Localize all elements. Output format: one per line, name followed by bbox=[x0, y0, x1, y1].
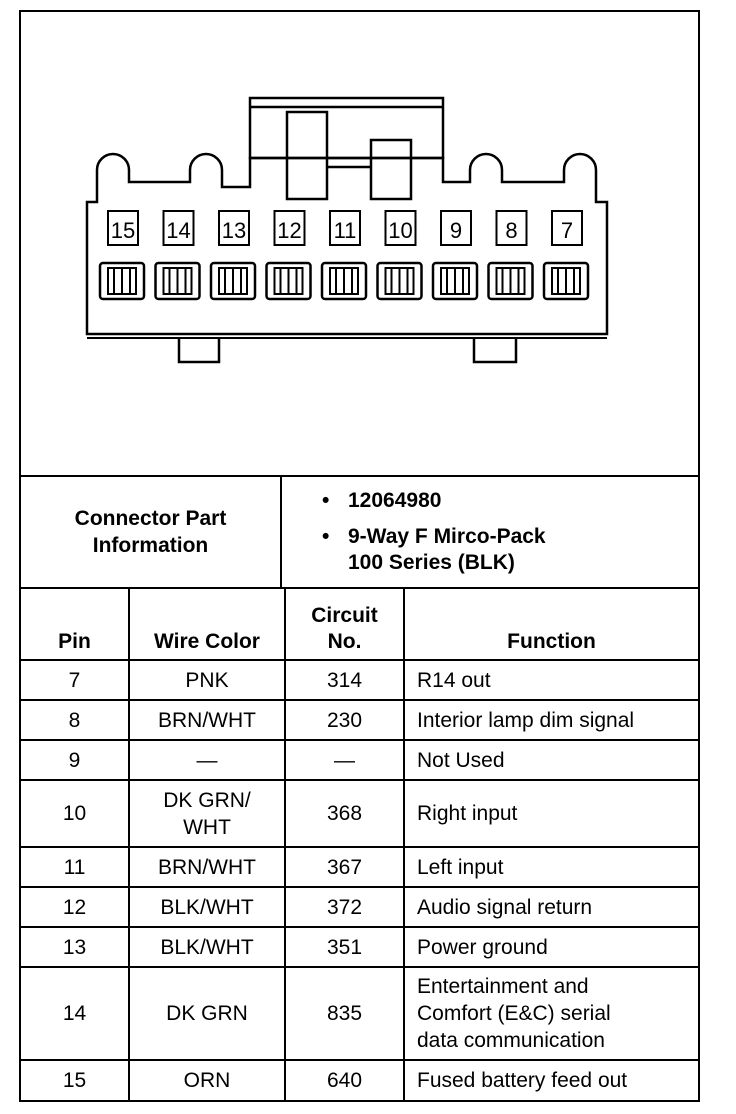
pin-label-9 bbox=[441, 211, 471, 245]
pin-label-12 bbox=[275, 211, 305, 245]
pin-label-8 bbox=[497, 211, 527, 245]
pinout-row-pin-11 bbox=[21, 847, 698, 887]
pin-label-text: 9 bbox=[449, 218, 463, 243]
pin-function: Right input bbox=[404, 780, 698, 847]
pin-number: 11 bbox=[21, 847, 129, 887]
pin-number: 14 bbox=[21, 967, 129, 1060]
pin-label-text: 8 bbox=[505, 218, 518, 243]
connector-part-info bbox=[21, 475, 698, 589]
terminal-cavity bbox=[156, 263, 200, 299]
header-pin: Pin bbox=[21, 588, 129, 660]
terminal-cavity bbox=[100, 263, 144, 299]
header-circuit-line1: Circuit bbox=[311, 604, 378, 627]
circuit-number: 368 bbox=[285, 780, 404, 847]
circuit-number: 351 bbox=[285, 927, 404, 967]
part-description-line2: 100 Series (BLK) bbox=[348, 551, 515, 574]
wire-color: ORN bbox=[129, 1060, 285, 1100]
circuit-number: 230 bbox=[285, 700, 404, 740]
pinout-row-pin-10 bbox=[21, 780, 698, 847]
pin-number: 7 bbox=[21, 660, 129, 700]
wire-color: — bbox=[129, 740, 285, 780]
terminal-cavity bbox=[267, 263, 311, 299]
terminal-cavity-row bbox=[100, 263, 588, 299]
connector-part-info-label bbox=[21, 476, 281, 588]
pinout-header-row bbox=[21, 588, 698, 660]
pin-function: Interior lamp dim signal bbox=[404, 700, 698, 740]
pin-function: Power ground bbox=[404, 927, 698, 967]
connector-diagram bbox=[21, 12, 698, 475]
pinout-table bbox=[21, 587, 698, 1100]
pin-number: 9 bbox=[21, 740, 129, 780]
pin-label-15 bbox=[108, 211, 138, 245]
connector-latch bbox=[250, 98, 443, 199]
wire-color: DK GRN bbox=[129, 967, 285, 1060]
header-circuit-no bbox=[285, 588, 404, 660]
pin-label-10 bbox=[386, 211, 416, 245]
wire-color: PNK bbox=[129, 660, 285, 700]
pin-function: Entertainment and Comfort (E&C) serial data communication bbox=[404, 967, 698, 1060]
wire-color: BRN/WHT bbox=[129, 700, 285, 740]
connector-feet bbox=[179, 338, 516, 362]
pin-number: 13 bbox=[21, 927, 129, 967]
connector-info-sheet bbox=[19, 10, 700, 1102]
pin-label-text: 10 bbox=[388, 218, 413, 243]
terminal-cavity bbox=[378, 263, 422, 299]
info-label-line2: Information bbox=[92, 534, 209, 557]
part-description-line1: • 9-Way F Mirco-Pack bbox=[322, 524, 698, 550]
terminal-cavity bbox=[322, 263, 366, 299]
pin-label-7 bbox=[552, 211, 582, 245]
pin-function: Fused battery feed out bbox=[404, 1060, 698, 1100]
pin-number: 10 bbox=[21, 780, 129, 847]
header-circuit-line2: No. bbox=[327, 630, 362, 653]
circuit-number: 372 bbox=[285, 887, 404, 927]
connector-part-info-values bbox=[281, 476, 698, 588]
circuit-number: 640 bbox=[285, 1060, 404, 1100]
pin-number: 8 bbox=[21, 700, 129, 740]
pinout-row-pin-13 bbox=[21, 927, 698, 967]
pin-number: 12 bbox=[21, 887, 129, 927]
header-wire-color: Wire Color bbox=[129, 588, 285, 660]
pin-label-14 bbox=[164, 211, 194, 245]
pinout-row-pin-9 bbox=[21, 740, 698, 780]
part-number: • 12064980 bbox=[322, 488, 698, 514]
wire-color: BRN/WHT bbox=[129, 847, 285, 887]
info-label-line1: Connector Part bbox=[74, 507, 227, 530]
pinout-row-pin-12 bbox=[21, 887, 698, 927]
circuit-number: 367 bbox=[285, 847, 404, 887]
pinout-row-pin-15 bbox=[21, 1060, 698, 1100]
pinout-row-pin-8 bbox=[21, 700, 698, 740]
pin-label-13 bbox=[219, 211, 249, 245]
circuit-number: 835 bbox=[285, 967, 404, 1060]
pin-function: R14 out bbox=[404, 660, 698, 700]
wire-color: BLK/WHT bbox=[129, 927, 285, 967]
terminal-cavity bbox=[433, 263, 477, 299]
terminal-cavity bbox=[544, 263, 588, 299]
pin-label-text: 14 bbox=[166, 218, 191, 243]
wire-color: BLK/WHT bbox=[129, 887, 285, 927]
terminal-cavity bbox=[211, 263, 255, 299]
pin-function: Left input bbox=[404, 847, 698, 887]
terminal-cavity bbox=[489, 263, 533, 299]
connector-drawing bbox=[21, 12, 698, 475]
pin-function: Audio signal return bbox=[404, 887, 698, 927]
pin-label-text: 11 bbox=[333, 218, 357, 243]
pinout-row-pin-7 bbox=[21, 660, 698, 700]
pin-label-text: 15 bbox=[110, 218, 136, 243]
pin-label-text: 7 bbox=[560, 218, 574, 243]
pin-label-text: 13 bbox=[221, 218, 247, 243]
pin-label-11 bbox=[330, 211, 360, 245]
pin-number: 15 bbox=[21, 1060, 129, 1100]
wire-color: DK GRN/ WHT bbox=[129, 780, 285, 847]
pin-label-text: 12 bbox=[277, 218, 302, 243]
pin-label-row bbox=[108, 211, 582, 245]
circuit-number: 314 bbox=[285, 660, 404, 700]
circuit-number: — bbox=[285, 740, 404, 780]
header-function: Function bbox=[404, 588, 698, 660]
pinout-row-pin-14 bbox=[21, 967, 698, 1060]
pin-function: Not Used bbox=[404, 740, 698, 780]
